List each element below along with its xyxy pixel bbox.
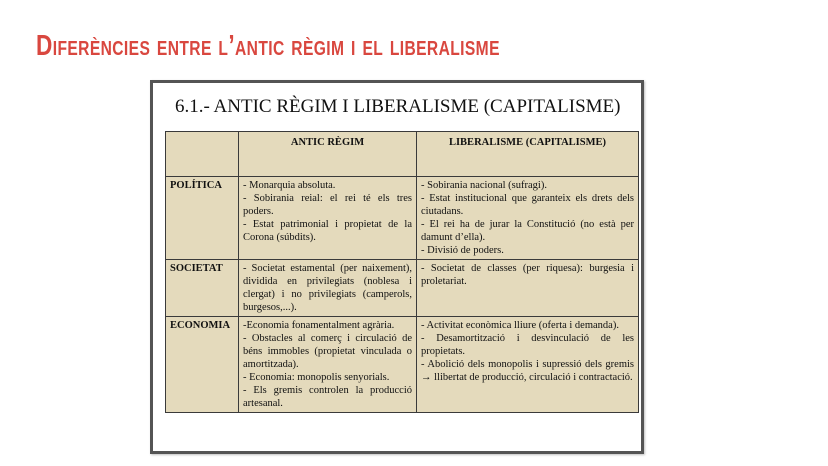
cell-line: - Estat patrimonial i propietat de la Corona (súbdits). bbox=[243, 219, 412, 243]
table-row-politica bbox=[166, 177, 639, 260]
cell-line: - Societat estamental (per naixement), dividida en privilegiats (noblesa i clergat) i no privilegiats (camperols, burgesos,...). bbox=[243, 263, 412, 313]
cell-line: - Divisió de poders. bbox=[421, 245, 504, 256]
cell-line: - Economia: monopolis senyorials. bbox=[243, 372, 390, 383]
cell-line: -Economia fonamentalment agrària. bbox=[243, 320, 395, 331]
cell-liberalisme bbox=[417, 317, 639, 413]
slide-title: Diferències entre l’antic règim i el liberalisme bbox=[36, 30, 500, 62]
cell-line: - Obstacles al comerç i circulació de béns immobles (propietat vinculada o amortitzada). bbox=[243, 333, 412, 370]
cell-line: - Els gremis controlen la producció artesanal. bbox=[243, 385, 412, 409]
cell-line: - El rei ha de jurar la Constitució (no està per damunt d’ella). bbox=[421, 219, 634, 243]
row-label: POLÍTICA bbox=[166, 177, 239, 260]
table-image-frame bbox=[150, 80, 644, 454]
table-heading: 6.1.- ANTIC RÈGIM I LIBERALISME (CAPITALISME) bbox=[175, 96, 621, 117]
cell-antic-regim bbox=[239, 177, 417, 260]
row-label: SOCIETAT bbox=[166, 260, 239, 317]
row-label: ECONOMIA bbox=[166, 317, 239, 413]
cell-line: - Activitat econòmica lliure (oferta i demanda). bbox=[421, 320, 619, 331]
column-header-liberalisme: LIBERALISME (CAPITALISME) bbox=[417, 132, 639, 177]
table-row-societat bbox=[166, 260, 639, 317]
cell-line: - Desamortització i desvinculació de les propietats. bbox=[421, 333, 634, 357]
cell-liberalisme bbox=[417, 177, 639, 260]
table-header-row bbox=[166, 132, 639, 177]
table-row-economia bbox=[166, 317, 639, 413]
cell-antic-regim bbox=[239, 317, 417, 413]
cell-line: - Sobirania nacional (sufragi). bbox=[421, 180, 547, 191]
cell-antic-regim bbox=[239, 260, 417, 317]
cell-line: - Societat de classes (per riquesa): burgesia i proletariat. bbox=[421, 263, 634, 287]
cell-line: - Abolició dels monopolis i supressió dels gremis → llibertat de producció, circulació i contractació. bbox=[421, 359, 634, 383]
cell-liberalisme bbox=[417, 260, 639, 317]
column-header-antic-regim: ANTIC RÈGIM bbox=[239, 132, 417, 177]
cell-line: - Estat institucional que garanteix els drets dels ciutadans. bbox=[421, 193, 634, 217]
cell-line: - Monarquia absoluta. bbox=[243, 180, 336, 191]
header-empty-cell bbox=[166, 132, 239, 177]
cell-line: - Sobirania reial: el rei té els tres poders. bbox=[243, 193, 412, 217]
comparison-table bbox=[165, 131, 639, 413]
